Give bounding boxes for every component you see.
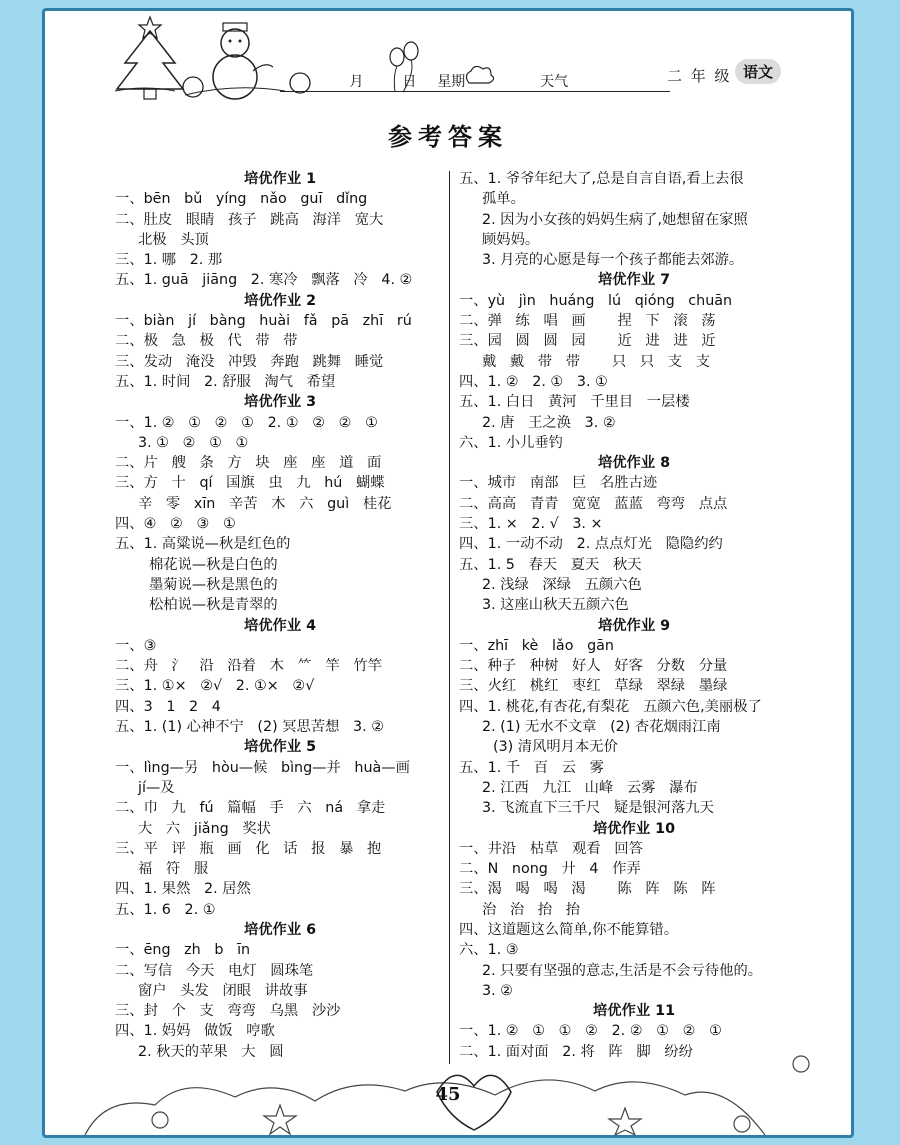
answer-line: 二、高高 青青 宽宽 蓝蓝 弯弯 点点 — [459, 495, 728, 512]
answer-line: 辛 零 xīn 辛苦 木 六 guì 桂花 — [138, 495, 392, 512]
weekday-label: 星期 — [437, 74, 466, 90]
answer-line: jí—及 — [138, 779, 175, 796]
answer-line: 五、1. 爷爷年纪大了,总是自言自语,看上去很 — [459, 171, 744, 187]
answer-line: 四、这道题这么简单,你不能算错。 — [459, 921, 678, 938]
answer-line: 五、1. 6 2. ① — [115, 901, 216, 918]
answer-line: 棉花说—秋是白色的 — [149, 556, 278, 573]
answer-line: 一、1. ② ① ① ② 2. ② ① ② ① — [459, 1023, 722, 1040]
answer-line: 四、1. 妈妈 做饭 哼歌 — [115, 1023, 275, 1040]
answer-line: 一、ēng zh b īn — [115, 942, 251, 959]
page-footer — [45, 1050, 851, 1135]
section-heading: 培优作业 11 — [592, 1003, 676, 1020]
answer-line: 一、井沿 枯草 观看 回答 — [459, 840, 643, 857]
answer-line: 2. (1) 无水不文章 (2) 杏花烟雨江南 — [482, 719, 721, 736]
answer-line: 五、1. guā jiāng 2. 寒冷 飘落 冷 4. ② — [115, 272, 413, 289]
date-weather-line — [345, 71, 568, 91]
section-heading: 培优作业 5 — [243, 739, 317, 756]
answer-line: 3. ② — [482, 982, 514, 999]
answer-line: 2. 江西 九江 山峰 云雾 瀑布 — [482, 779, 698, 796]
answer-line: 墨菊说—秋是黑色的 — [149, 576, 278, 593]
answer-line: 五、1. (1) 心神不宁 (2) 冥思苦想 3. ② — [115, 719, 385, 736]
subject-badge: 语文 — [735, 59, 781, 84]
answer-line: (3) 清风明月本无价 — [493, 739, 618, 756]
answer-line: 戴 戴 带 带 只 只 支 支 — [482, 353, 710, 370]
answer-line: 四、1. 一动不动 2. 点点灯光 隐隐约约 — [459, 536, 723, 553]
answer-line: 四、④ ② ③ ① — [115, 516, 236, 533]
answer-line: 松柏说—秋是青翠的 — [149, 597, 278, 614]
answer-line: 三、1. × 2. √ 3. × — [459, 516, 603, 533]
answer-line: 三、火红 桃红 枣红 草绿 翠绿 墨绿 — [459, 678, 728, 695]
answer-line: 北极 头顶 — [138, 231, 209, 248]
answer-line: 治 治 抬 抬 — [482, 901, 581, 918]
answer-line: 六、1. ③ — [459, 942, 519, 959]
page-number: 45 — [435, 1084, 461, 1105]
answer-line: 一、yù jìn huáng lú qióng chuān — [459, 292, 733, 309]
section-heading: 培优作业 7 — [597, 272, 671, 289]
answer-line: 二、弹 练 唱 画 捏 下 滚 荡 — [459, 313, 716, 330]
page-header — [45, 11, 851, 121]
answer-line: 三、1. 哪 2. 那 — [115, 252, 223, 269]
answer-line: 一、bēn bǔ yíng nǎo guī dǐng — [115, 191, 368, 208]
answer-line: 一、1. ② ① ② ① 2. ① ② ② ① — [115, 414, 378, 431]
answer-line: 三、方 十 qí 国旗 虫 九 hú 蝴蝶 — [115, 475, 385, 492]
section-heading: 培优作业 9 — [597, 617, 671, 634]
answer-line: 二、N nong 廾 4 作弄 — [459, 861, 641, 878]
answer-line: 3. 这座山秋天五颜六色 — [482, 597, 629, 614]
answer-line: 五、1. 白日 黄河 千里目 一层楼 — [459, 394, 690, 411]
answer-line: 二、种子 种树 好人 好客 分数 分量 — [459, 658, 728, 675]
answer-line: 2. 秋天的苹果 大 圆 — [138, 1043, 284, 1060]
answer-line: 一、城市 南部 巨 名胜古迹 — [459, 475, 658, 492]
answer-line: 三、发动 淹没 冲毁 奔跑 跳舞 睡觉 — [115, 353, 384, 370]
answer-line: 3. 月亮的心愿是每一个孩子都能去郊游。 — [482, 252, 744, 269]
answer-line: 二、极 急 极 代 带 带 — [115, 333, 298, 350]
answer-line: 3. ① ② ① ① — [138, 434, 249, 451]
answer-line: 一、③ — [115, 637, 157, 654]
answer-line: 二、肚皮 眼睛 孩子 跳高 海洋 宽大 — [115, 211, 384, 228]
answer-line: 五、1. 时间 2. 舒服 淘气 希望 — [115, 373, 336, 390]
answer-sheet — [42, 8, 854, 1138]
answer-line: 2. 唐 王之涣 3. ② — [482, 414, 616, 431]
left-answer-column — [115, 169, 445, 1062]
answer-line: 2. 因为小女孩的妈妈生病了,她想留在家照 — [482, 211, 748, 228]
answer-line: 一、biàn jí bàng huài fǎ pā zhī rú — [115, 313, 412, 330]
answer-line: 五、1. 5 春天 夏天 秋天 — [459, 556, 642, 573]
answer-line: 四、1. 果然 2. 居然 — [115, 881, 251, 898]
answer-line: 五、1. 千 百 云 雾 — [459, 759, 604, 776]
month-label: 月 — [349, 74, 364, 90]
section-heading: 培优作业 6 — [243, 921, 317, 938]
answer-line: 二、巾 九 fú 篇幅 手 六 ná 拿走 — [115, 800, 386, 817]
answer-line: 四、1. 桃花,有杏花,有梨花 五颜六色,美丽极了 — [459, 698, 762, 715]
answer-line: 窗户 头发 闭眼 讲故事 — [138, 982, 308, 999]
section-heading: 培优作业 2 — [243, 292, 317, 309]
section-heading: 培优作业 3 — [243, 394, 317, 411]
answer-line: 福 符 服 — [138, 861, 209, 878]
answer-line: 五、1. 高粱说—秋是红色的 — [115, 536, 291, 553]
answer-line: 三、园 圆 圆 园 近 进 进 近 — [459, 333, 716, 350]
answer-line: 三、封 个 支 弯弯 乌黑 沙沙 — [115, 1003, 341, 1020]
answer-line: 2. 浅绿 深绿 五颜六色 — [482, 576, 642, 593]
answer-line: 三、平 评 瓶 画 化 话 报 暴 抱 — [115, 840, 382, 857]
answer-line: 一、zhī kè lǎo gān — [459, 637, 614, 654]
grade-label: 二 年 级 — [667, 67, 732, 85]
section-heading: 培优作业 4 — [243, 617, 317, 634]
answer-line: 三、渴 喝 喝 渴 陈 阵 陈 阵 — [459, 881, 716, 898]
section-heading: 培优作业 1 — [243, 171, 317, 187]
answer-line: 2. 只要有坚强的意志,生活是不会亏待他的。 — [482, 962, 763, 979]
answer-line: 四、1. ② 2. ① 3. ① — [459, 373, 608, 390]
weather-label: 天气 — [540, 74, 569, 90]
right-answer-column — [459, 169, 809, 1062]
section-heading: 培优作业 10 — [592, 820, 676, 837]
answer-line: 三、1. ①× ②√ 2. ①× ②√ — [115, 678, 315, 695]
answer-line: 四、3 1 2 4 — [115, 698, 221, 715]
section-heading: 培优作业 8 — [597, 455, 671, 472]
answer-line: 3. 飞流直下三千尺 疑是银河落九天 — [482, 800, 714, 817]
answer-line: 六、1. 小儿垂钓 — [459, 434, 563, 451]
answer-line: 大 六 jiǎng 奖状 — [138, 820, 271, 837]
answer-line: 二、舟 氵 沿 沿着 木 ⺮ 竿 竹竿 — [115, 658, 382, 675]
page-title: 参考答案 — [388, 122, 508, 151]
answer-line: 孤单。 — [482, 191, 525, 208]
answer-line: 二、写信 今天 电灯 圆珠笔 — [115, 962, 314, 979]
answer-line: 一、lìng—另 hòu—候 bìng—并 huà—画 — [115, 759, 410, 776]
day-label: 日 — [402, 74, 417, 90]
answer-line: 二、1. 面对面 2. 将 阵 脚 纷纷 — [459, 1043, 693, 1060]
answer-line: 顾妈妈。 — [482, 231, 540, 248]
header-rule — [280, 91, 670, 92]
answer-line: 二、片 艘 条 方 块 座 座 道 面 — [115, 455, 382, 472]
column-divider — [449, 171, 450, 1064]
